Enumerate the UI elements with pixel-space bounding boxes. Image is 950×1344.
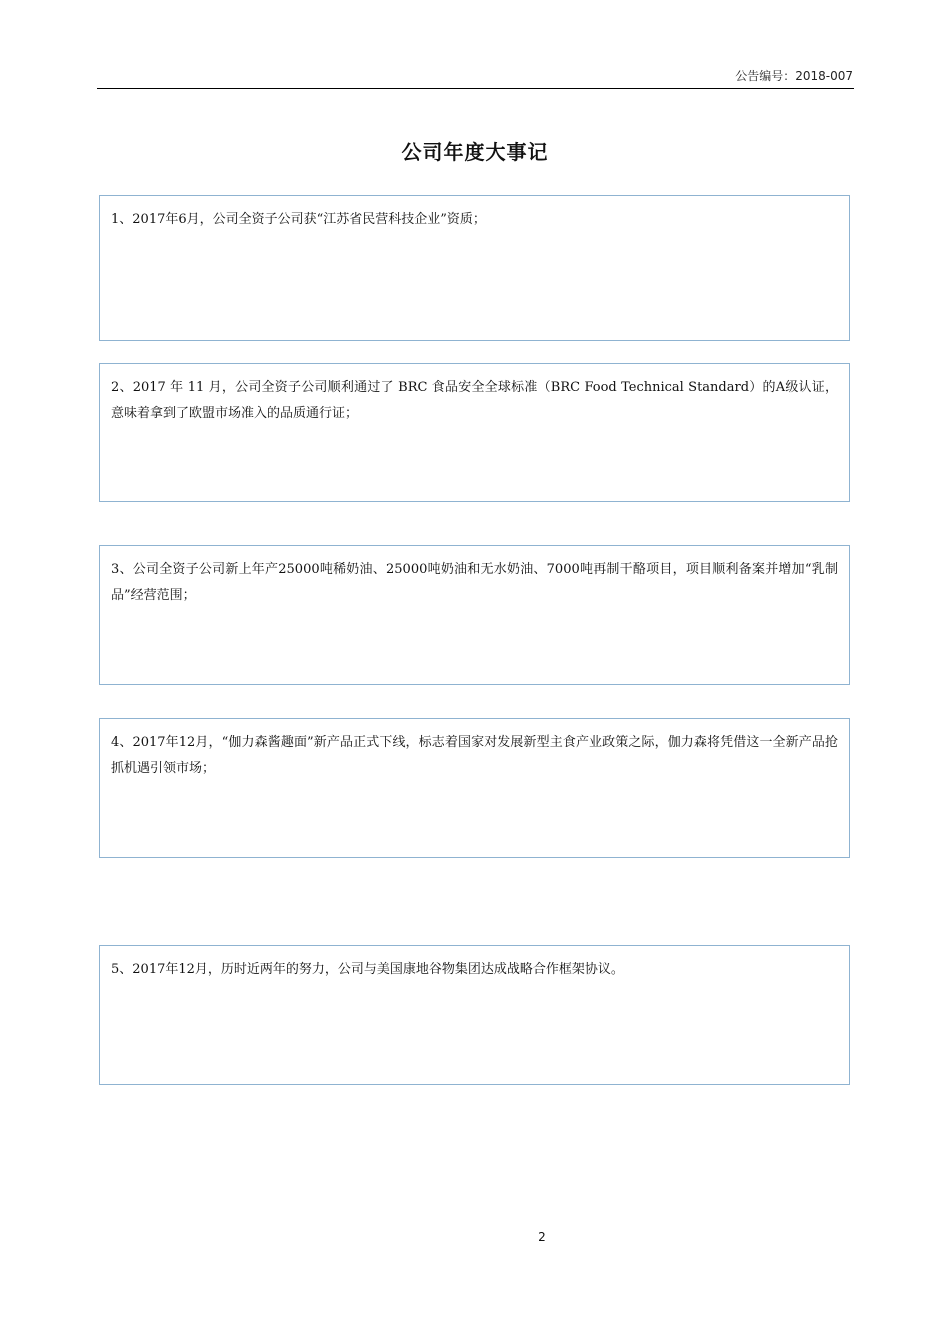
event-box [99, 363, 850, 502]
event-box [99, 195, 850, 341]
event-text: 3、公司全资子公司新上年产25000吨稀奶油、25000吨奶油和无水奶油、7000吨再制干酪项目，项目顺利备案并增加“乳制品”经营范围； [111, 562, 838, 603]
event-text: 5、2017年12月，历时近两年的努力，公司与美国康地谷物集团达成战略合作框架协议。 [111, 962, 624, 977]
header-divider [97, 88, 854, 89]
page-title: 公司年度大事记 [401, 140, 549, 164]
event-text: 2、2017 年 11 月，公司全资子公司顺利通过了 BRC 食品安全全球标准（BRC Food Technical Standard）的A级认证，意味着拿到了欧盟市场准入的品质通行证； [111, 380, 838, 421]
event-text: 4、2017年12月，“伽力森酱趣面”新产品正式下线，标志着国家对发展新型主食产业政策之际，伽力森将凭借这一全新产品抢抓机遇引领市场； [111, 735, 838, 776]
event-box [99, 945, 850, 1085]
event-box [99, 718, 850, 858]
announcement-id: 公告编号：2018-007 [735, 69, 853, 83]
page-number: 2 [538, 1230, 546, 1244]
event-text: 1、2017年6月，公司全资子公司获“江苏省民营科技企业”资质； [111, 212, 486, 227]
event-box [99, 545, 850, 685]
